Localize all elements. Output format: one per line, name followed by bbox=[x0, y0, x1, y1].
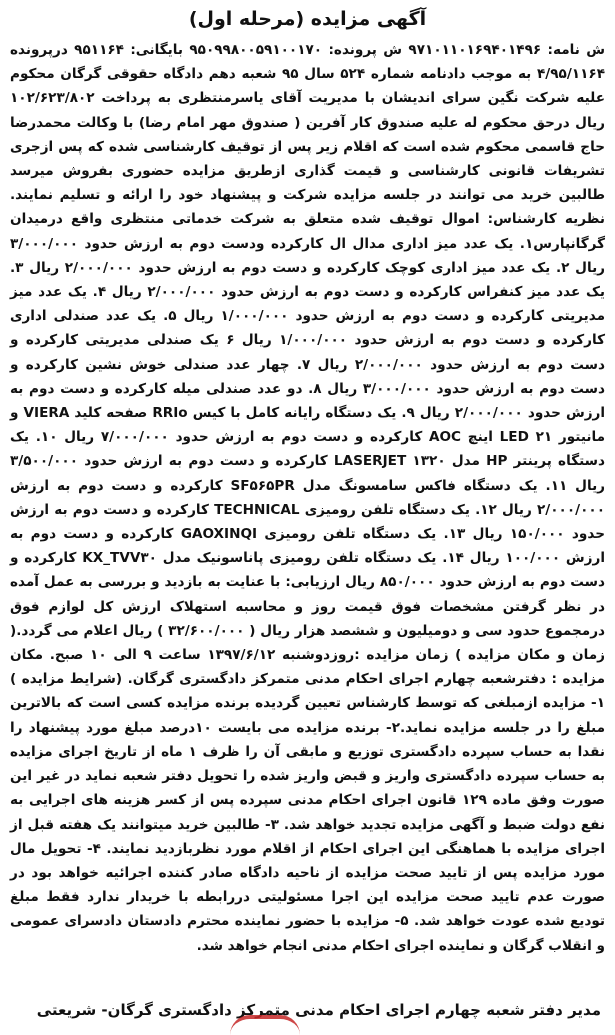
red-stamp-mark bbox=[230, 1015, 300, 1035]
notice-body: ش نامه: ۹۷۱۰۱۱۰۱۶۹۴۰۱۴۹۶ ش پرونده: ۹۵۰۹۹۸۰۰۵۹۱۰۰۱۷۰ بایگانی: ۹۵۱۱۶۴ درپرونده ۴/۹۵/۱۱۶۴ به موجب دادنامه شماره ۵۲۴ سال ۹۵ شعبه دهم دادگاه حقوقی گرگان محکوم علیه شرکت نگین سرای اندیشان با مدیریت آقای یاسرمنتظری به پرداخت ۱۰۲/۶۲۳/۸۰۲ ریال درحق محکوم له علیه صندوق کار آفرین ( صندوق مهر امام رضا) با وکالت محمدرضا حاج قاسمی محکوم شده است که اقلام زیر پس از توقیف کارشناسی شده که پس ازجری تشریفات قانونی کارشناسی و قیمت گذاری ازطریق مزایده حضوری بفروش میرسد طالبین خرید می توانند در جلسه مزایده شرکت و پیشنهاد خود را ارائه و تسلیم نمایند. نظریه کارشناس: اموال توقیف شده متعلق به شرکت خدماتی منتظری واقع درمیدان گرگانپارس۱. یک عدد میز اداری مدال ال کارکرده ودست دوم به ارزش حدود ۳/۰۰۰/۰۰۰ ریال ۲. یک عدد میز اداری کوچک کارکرده و دست دوم به ارزش حدود ۲/۰۰۰/۰۰۰ ریال ۳. یک عدد میز کنفراس کارکرده و دست دوم به ارزش حدود ۲/۰۰۰/۰۰۰ ریال ۴. یک عدد میز مدیریتی کارکرده و دست دوم به ارزش حدود ۱/۰۰۰/۰۰۰ ریال ۵. یک عدد صندلی اداری کارکرده و دست دوم به ارزش حدود ۱/۰۰۰/۰۰۰ ریال ۶ یک صندلی مدیریتی کارکرده و دست دوم به ارزش حدود ۲/۰۰۰/۰۰۰ ریال ۷. چهار عدد صندلی خوش نشین کارکرده و دست دوم به ارزش حدود ۳/۰۰۰/۰۰۰ ریال ۸. دو عدد صندلی میله کارکرده و دست دوم به ارزش حدود ۲/۰۰۰/۰۰۰ ریال ۹. یک دستگاه رایانه کامل با کیس RRIo صفحه کلید VIERA و مانیتور LED ۲۱ اینچ AOC کارکرده و دست دوم به ارزش حدود ۷/۰۰۰/۰۰۰ ریال ۱۰. یک دستگاه پرینتر HP مدل LASERJET ۱۳۲۰ کارکرده و دست دوم به ارزش حدود ۳/۵۰۰/۰۰۰ ریال ۱۱. یک دستگاه فاکس سامسونگ مدل SF۵۶۵PR کارکرده و دست دوم به ارزش ۲/۰۰۰/۰۰۰ ریال ۱۲. یک دستگاه تلفن رومیزی TECHNICAL کارکرده و دست دوم به ارزش حدود ۱۵۰/۰۰۰ ریال ۱۳. یک دستگاه تلفن رومیزی GAOXINQI کارکرده و دست دوم به ارزش ۱۰۰/۰۰۰ ریال ۱۴. یک دستگاه تلفن رومیزی پاناسونیک مدل KX_TVV۳۰ کارکرده و دست دوم به ارزش حدود ۸۵۰/۰۰۰ ریال ارزیابی: با عنایت به بازدید و بررسی به عمل آمده در نظر گرفتن مشخصات فوق قیمت روز و محاسبه استهلاک ارزش کل لوازم فوق درمجموع حدود سی و دومیلیون و ششصد هزار ریال ( ۳۲/۶۰۰/۰۰۰ ) ریال اعلام می گردد.( زمان و مکان مزایده ) زمان مزایده :روزدوشنبه ۱۳۹۷/۶/۱۲ ساعت ۹ الی ۱۰ صبح. مکان مزایده : دفترشعبه چهارم اجرای احکام مدنی متمرکز دادگستری گرگان. (شرایط مزایده ) ۱- مزایده ازمبلغی که توسط کارشناس تعیین گردیده برنده مزایده کسی است که بالاترین مبلغ را در جلسه مزایده نماید.۲- برنده مزایده می بایست ۱۰درصد مبلغ مورد پیشنهاد را نقدا به حساب سپرده دادگستری توزیع و مابقی آن را ظرف ۱ ماه از تاریخ اجرای مزایده به حساب سپرده دادگستری واریز و قبض واریز شده را تحویل دفتر شعبه نماید در غیر این صورت وفق ماده ۱۲۹ قانون اجرای احکام مدنی سپرده پس از کسر هزینه های اجرایی به نفع دولت ضبط و آگهی مزایده تجدید خواهد شد. ۳- طالبین خرید میتوانند یک هفته قبل از اجرای مزایده با هماهنگی این اجرای احکام از اقلام مورد نظربازدید نمایند. ۴- تحویل مال مورد مزایده پس از تایید صحت مزایده از ناحیه دادگاه صادر کننده اجرائیه خواهد بود در صورت عدم تایید صحت مزایده این اجرا مسئولیتی دررابطه با خریدار ندارد فقط مبلغ تودیع شده عودت خواهد شد. ۵- مزایده با حضور نماینده محترم دادستان دادسرای عمومی و انقلاب گرگان و نماینده اجرای احکام مدنی انجام خواهد شد. bbox=[10, 42, 606, 954]
notice-signature: مدیر دفتر شعبه چهارم اجرای احکام مدنی متمرکز دادگستری گرگان- شریعتی bbox=[36, 1001, 601, 1019]
notice-title: آگهی مزایده (مرحله اول) bbox=[188, 8, 427, 30]
